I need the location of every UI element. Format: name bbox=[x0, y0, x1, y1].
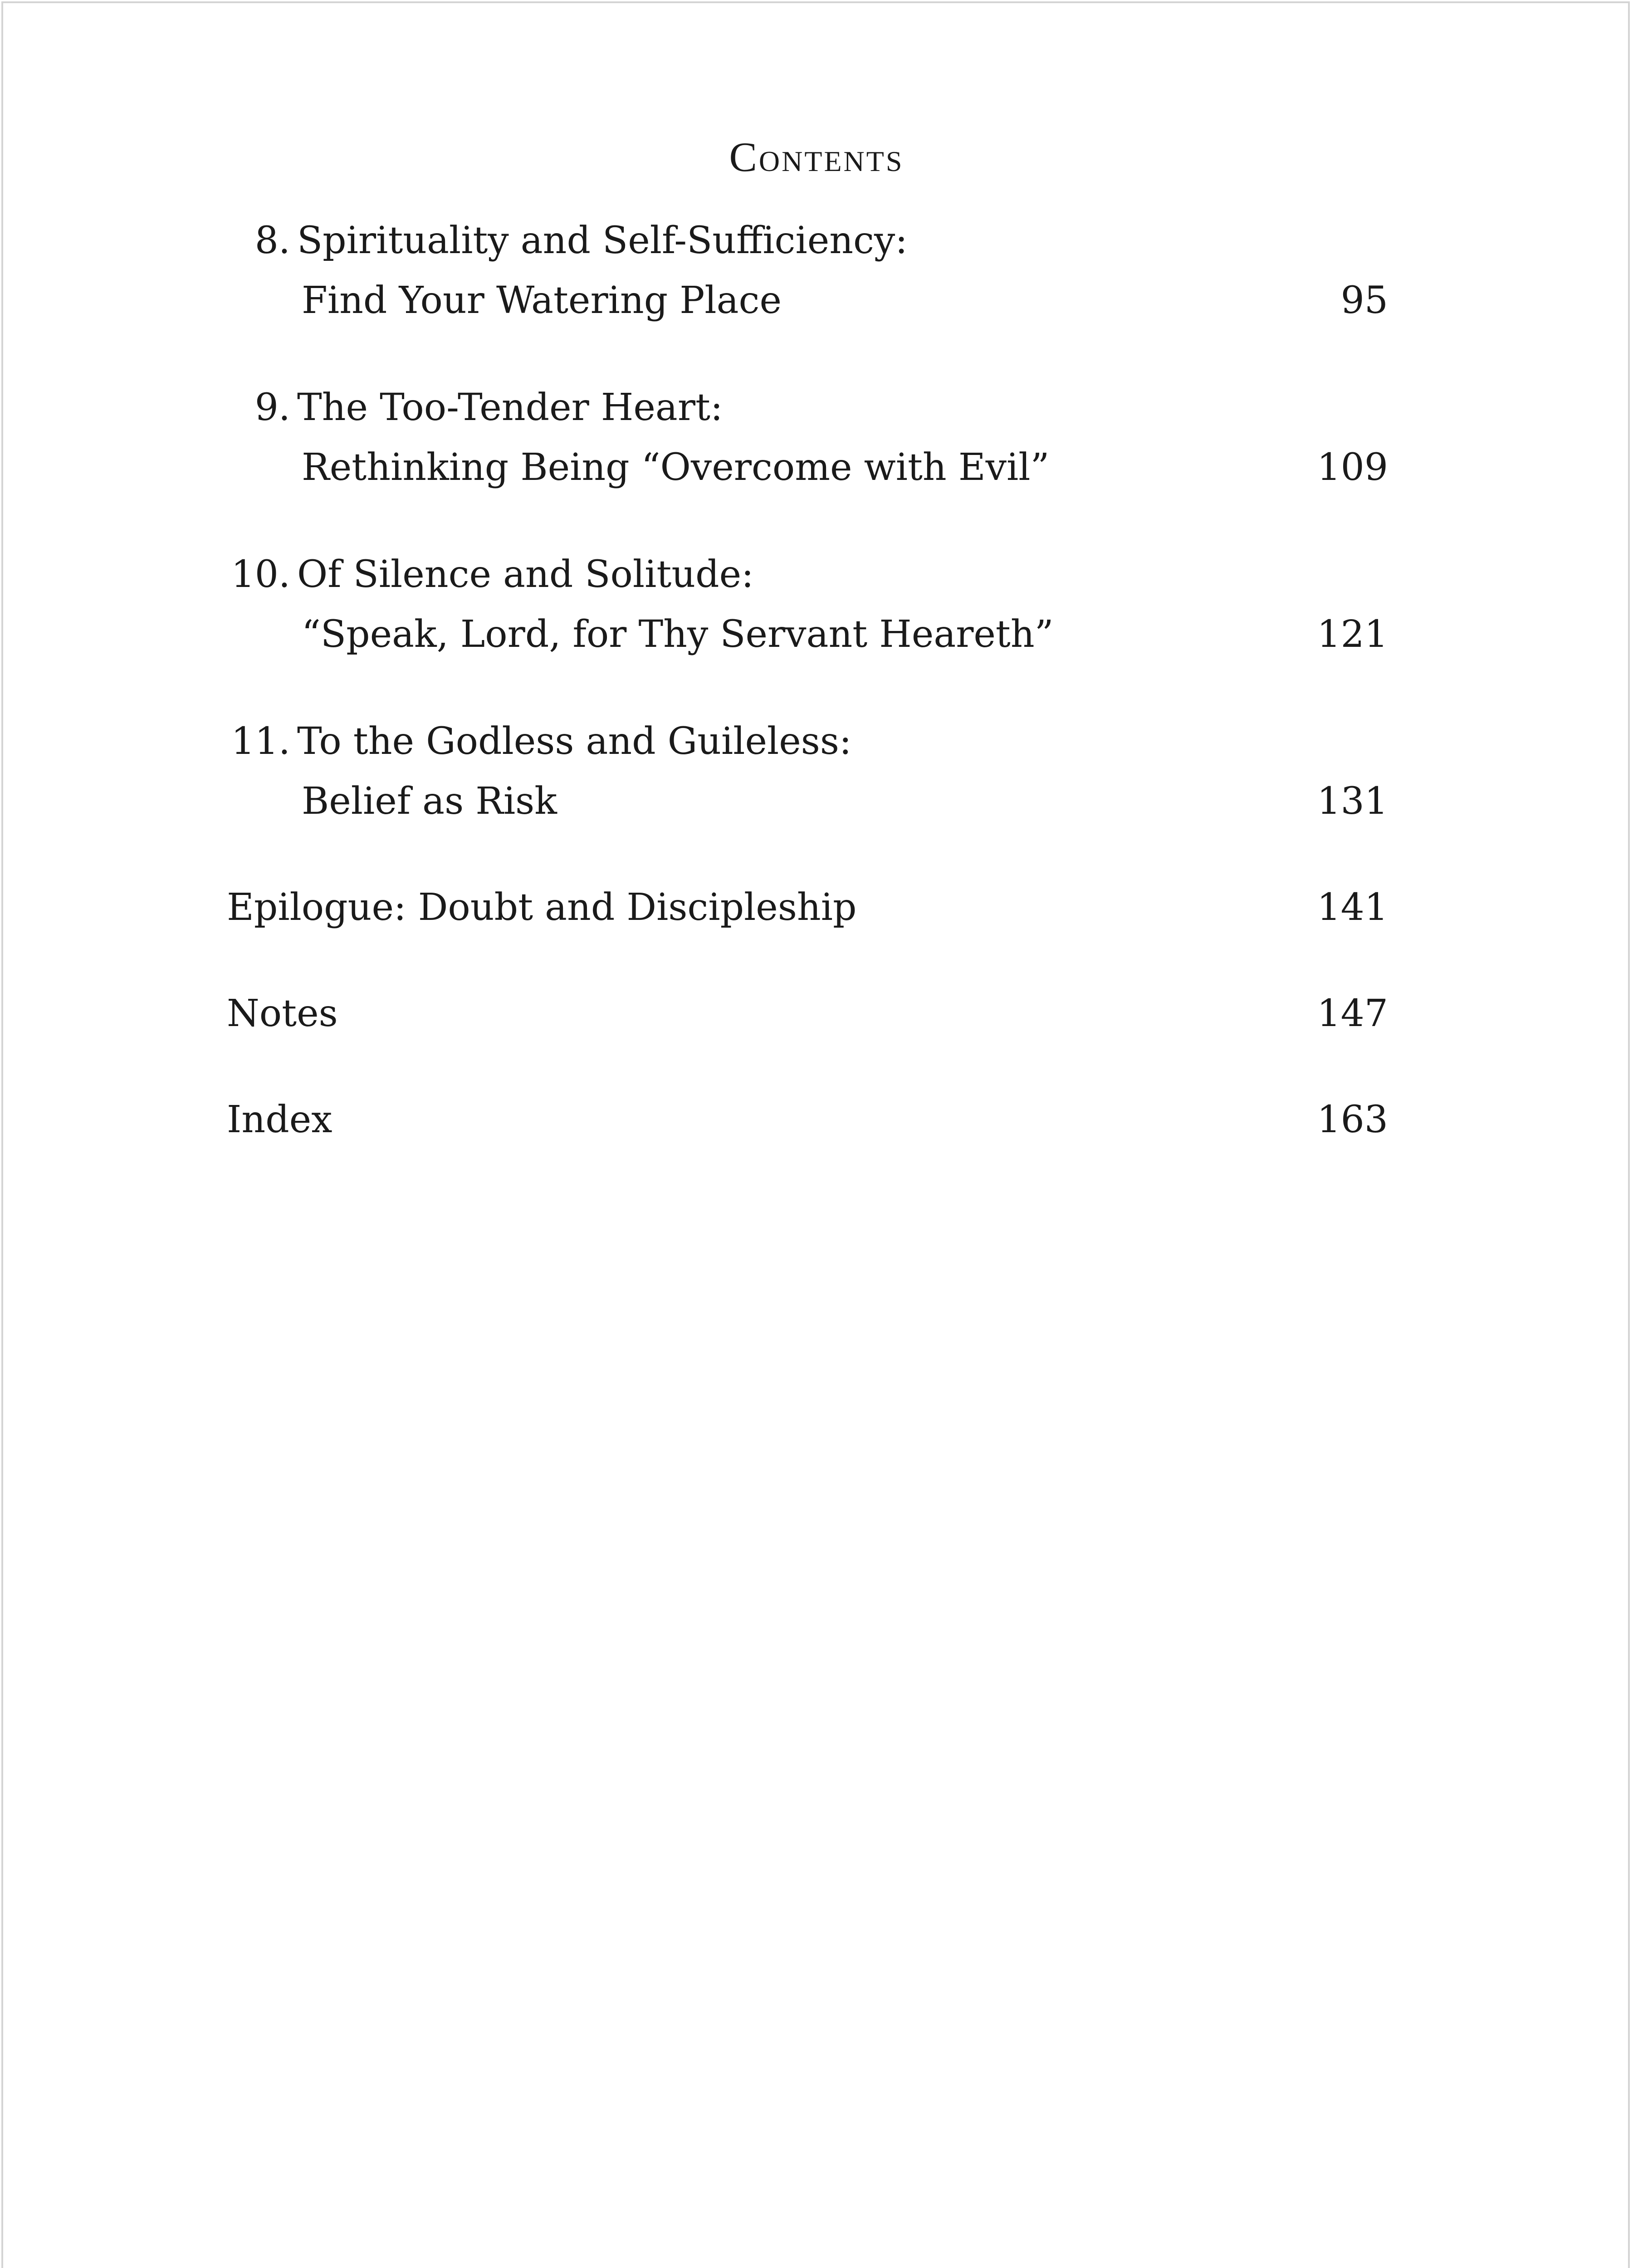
toc-entry-number: 10. bbox=[231, 553, 290, 596]
toc-entry-page-number: 121 bbox=[1311, 616, 1388, 653]
toc-entry-page-number: 141 bbox=[1311, 889, 1388, 926]
toc-entry-heading: The Too-Tender Heart: bbox=[297, 386, 723, 429]
toc-entry-11-subtitle-line[interactable] bbox=[227, 780, 1388, 833]
toc-entry-heading: Of Silence and Solitude: bbox=[297, 553, 754, 596]
toc-entry-subtitle: “Speak, Lord, for Thy Servant Heareth” bbox=[302, 616, 1063, 653]
toc-entry-10-subtitle-line[interactable] bbox=[227, 613, 1388, 666]
toc-entry-10-heading-line bbox=[227, 553, 1388, 606]
toc-entry-number: 8. bbox=[254, 219, 290, 262]
toc-entry-11-heading-line bbox=[227, 720, 1388, 773]
toc-entry-page-number: 109 bbox=[1311, 449, 1388, 486]
toc-entry-9-heading-line bbox=[227, 386, 1388, 439]
toc-entry-subtitle: Find Your Watering Place bbox=[302, 282, 791, 319]
page-title: Contents bbox=[729, 134, 904, 180]
toc-entry-heading: To the Godless and Guileless: bbox=[297, 720, 852, 763]
toc-entry-number: 9. bbox=[254, 386, 290, 429]
toc-entry-subtitle: Belief as Risk bbox=[302, 783, 566, 820]
toc-entry-title: Notes bbox=[227, 995, 347, 1032]
toc-entry-8-heading-line bbox=[227, 219, 1388, 272]
toc-entry-heading: Spirituality and Self-Sufficiency: bbox=[297, 219, 908, 262]
toc-entry-page-number: 163 bbox=[1311, 1101, 1388, 1139]
toc-entry-9-subtitle-line[interactable] bbox=[227, 446, 1388, 499]
toc-entry-8-subtitle-line[interactable] bbox=[227, 279, 1388, 332]
toc-entry-number: 11. bbox=[231, 720, 290, 763]
toc-entry-subtitle: Rethinking Being “Overcome with Evil” bbox=[302, 449, 1058, 486]
toc-entry-index[interactable] bbox=[227, 1098, 1388, 1151]
toc-entry-page-number: 147 bbox=[1311, 995, 1388, 1032]
toc-entry-page-number: 95 bbox=[1335, 282, 1388, 319]
toc-entry-title: Epilogue: Doubt and Discipleship bbox=[227, 889, 865, 926]
toc-entry-title: Index bbox=[227, 1101, 341, 1139]
toc-entry-notes[interactable] bbox=[227, 992, 1388, 1045]
toc-entry-page-number: 131 bbox=[1311, 783, 1388, 820]
toc-entry-epilogue[interactable] bbox=[227, 886, 1388, 939]
